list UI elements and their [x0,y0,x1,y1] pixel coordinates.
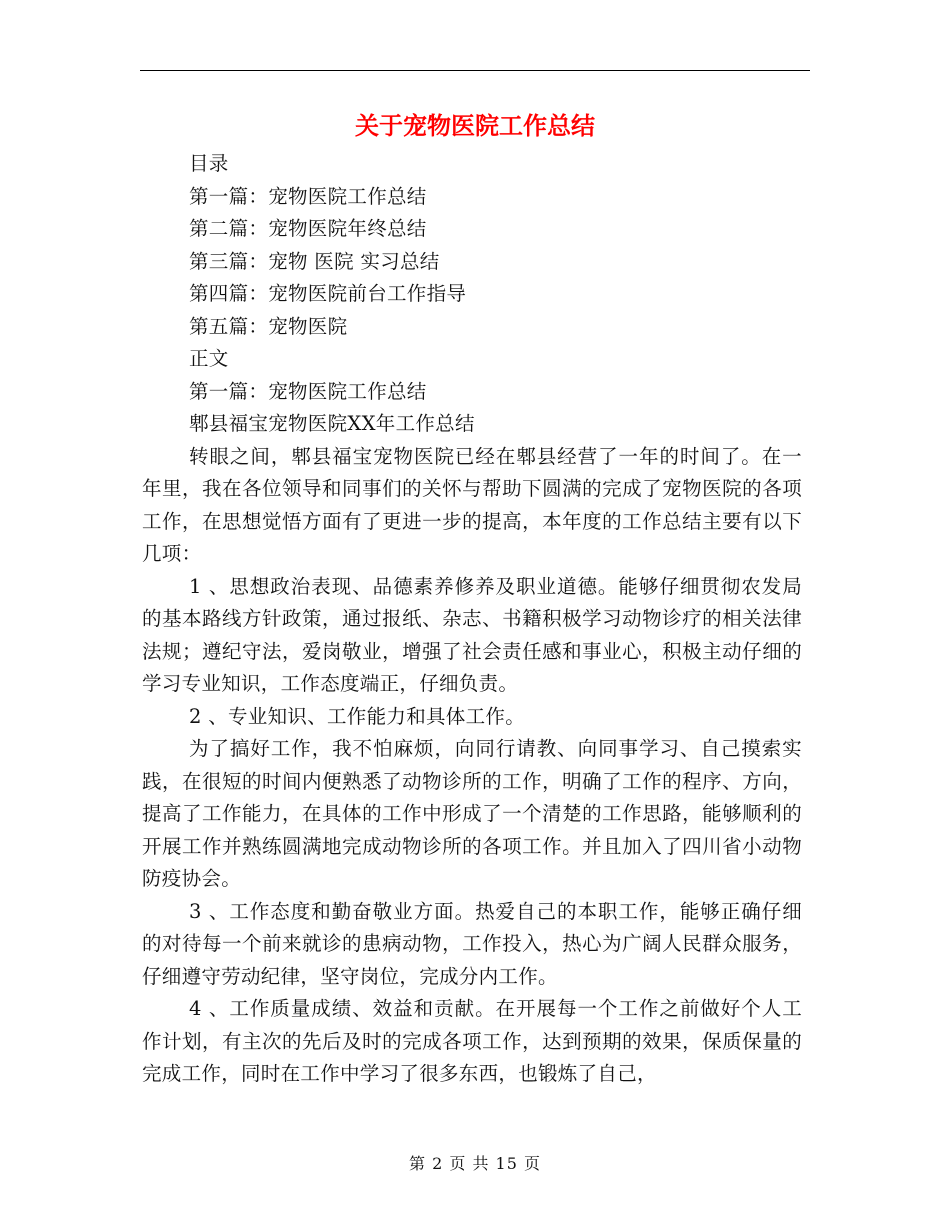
footer-current-page: 2 [432,1154,444,1173]
toc-item-2: 第二篇：宠物医院年终总结 [189,217,427,240]
footer-prefix: 第 [408,1154,426,1173]
toc-heading: 目录 [189,152,229,175]
section-title: 郫县福宝宠物医院XX年工作总结 [189,412,475,435]
toc-item-3: 第三篇：宠物 医院 实习总结 [189,249,440,273]
footer-middle: 页 共 [449,1154,490,1173]
document-title: 关于宠物医院工作总结 [355,112,595,140]
footer-suffix: 页 [524,1154,542,1173]
toc-item-1: 第一篇：宠物医院工作总结 [189,184,427,208]
paragraph-item-3: 3 、工作态度和勤奋敬业方面。热爱自己的本职工作，能够正确仔细的对待每一个前来就诊的患病动物，工作投入，热心为广阔人民群众服务，仔细遵守劳动纪律，坚守岗位，完成分内工作。 [142,899,802,988]
chapter-heading: 第一篇：宠物医院工作总结 [189,379,427,403]
paragraph-item-2: 2 、专业知识、工作能力和具体工作。 [189,704,526,728]
paragraph-item-1: 1 、思想政治表现、品德素养修养及职业道德。能够仔细贯彻农发局的基本路线方针政策，通过报纸、杂志、书籍积极学习动物诊疗的相关法律法规；遵纪守法，爱岗敬业，增强了社会责任感和事业心，积极主动仔细的学习专业知识，工作态度端正，仔细负责。 [142,574,802,695]
document-body [142,148,802,1091]
header-rule [140,70,810,71]
toc-item-5: 第五篇：宠物医院 [189,314,348,338]
footer-total-pages: 15 [495,1154,518,1173]
page-footer [0,1152,950,1176]
toc-item-4: 第四篇：宠物医院前台工作指导 [189,282,467,305]
body-heading: 正文 [189,347,229,370]
paragraph-intro: 转眼之间，郫县福宝宠物医院已经在郫县经营了一年的时间了。在一年里，我在各位领导和同事们的关怀与帮助下圆满的完成了宠物医院的各项工作，在思想觉悟方面有了更进一步的提高，本年度的工作总结主要有以下几项： [142,444,802,565]
paragraph-item-4: 4 、工作质量成绩、效益和贡献。在开展每一个工作之前做好个人工作计划，有主次的先后及时的完成各项工作，达到预期的效果，保质保量的完成工作，同时在工作中学习了很多东西，也锻炼了自己， [142,997,802,1085]
paragraph-item-2-detail: 为了搞好工作，我不怕麻烦，向同行请教、向同事学习、自己摸索实践，在很短的时间内便熟悉了动物诊所的工作，明确了工作的程序、方向，提高了工作能力，在具体的工作中形成了一个清楚的工作思路，能够顺利的开展工作并熟练圆满地完成动物诊所的各项工作。并且加入了四川省小动物防疫协会。 [142,737,802,890]
